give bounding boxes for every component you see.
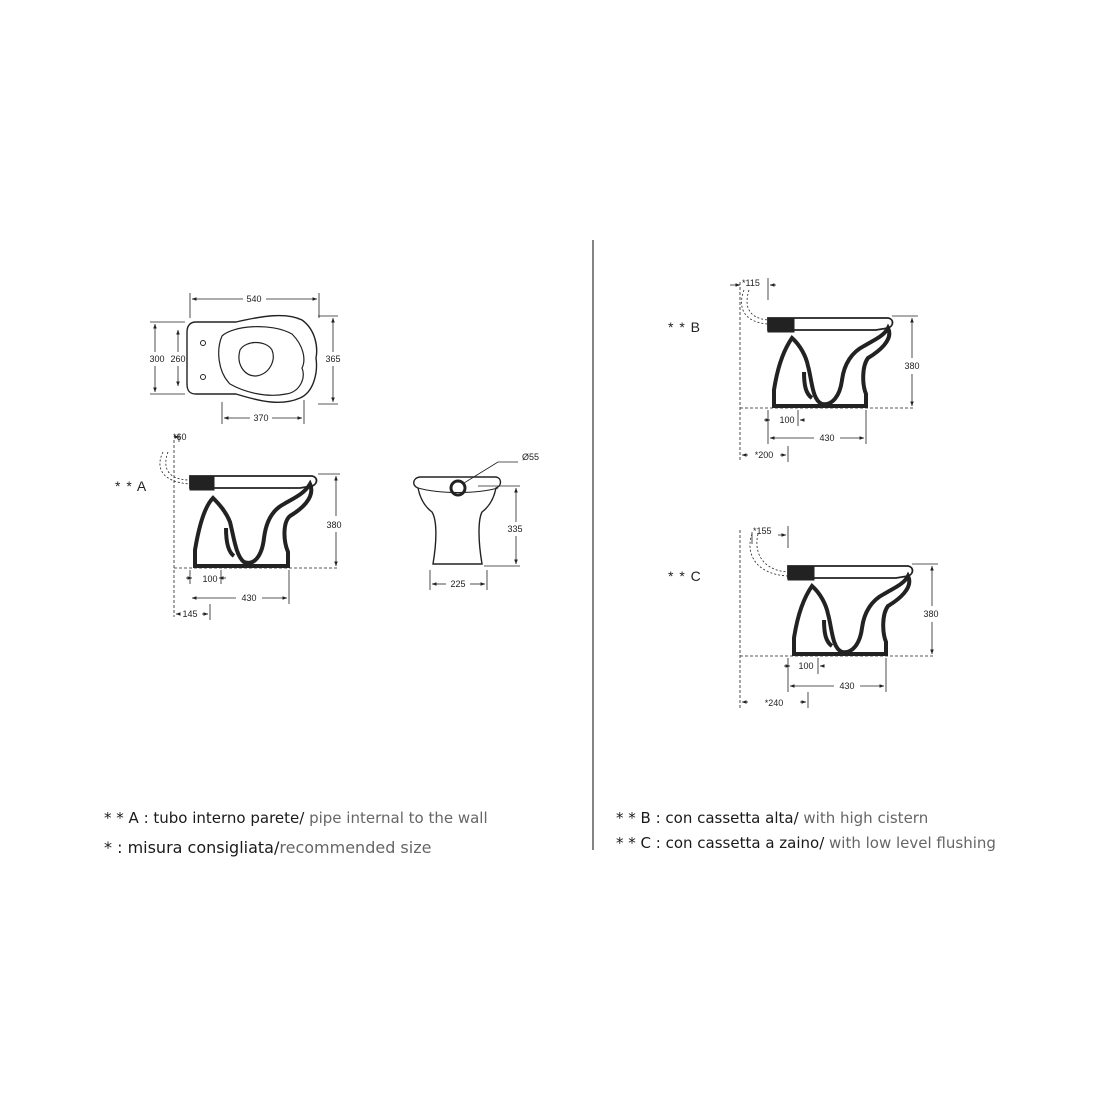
dim-c-length: 430 — [839, 681, 855, 691]
dim-b-top-offset: *115 — [742, 278, 760, 288]
legend-c-it: * * C : con cassetta a zaino/ — [616, 834, 825, 852]
legend-b-en: with high cistern — [798, 809, 929, 827]
legend-b-it: * * B : con cassetta alta/ — [616, 809, 799, 827]
dim-top-depth-outer: 300 — [149, 354, 165, 364]
fixing-hole-lower — [201, 375, 206, 380]
dim-top-depth-right: 365 — [325, 354, 341, 364]
dim-a-height: 380 — [326, 520, 342, 530]
dim-c-top-offset: *155 — [753, 526, 772, 536]
legend-c-en: with low level flushing — [824, 834, 996, 852]
dim-top-depth-inner: 260 — [170, 354, 186, 364]
dim-a-wall: 145 — [182, 609, 198, 619]
dim-b-length: 430 — [819, 433, 835, 443]
legend-recommended — [104, 838, 431, 857]
dim-front-base: 225 — [450, 579, 466, 589]
dim-b-height: 380 — [904, 361, 920, 371]
dim-c-wall: *240 — [764, 698, 784, 708]
view-b-tag: * * B — [668, 319, 702, 335]
dim-a-top-offset: *60 — [173, 432, 187, 442]
legend-recommended-it: * : misura consigliata/ — [104, 838, 280, 857]
legend-a — [104, 809, 488, 827]
dim-a-length: 430 — [241, 593, 257, 603]
pipe-a — [160, 452, 190, 484]
front-view — [414, 462, 523, 590]
dim-a-inlet: 100 — [202, 574, 218, 584]
view-c-tag: * * C — [668, 568, 702, 584]
dim-front-height: 335 — [507, 524, 523, 534]
bowl-rim — [219, 327, 304, 396]
body-a — [195, 484, 311, 566]
dim-c-height: 380 — [923, 609, 939, 619]
dim-b-inlet: 100 — [779, 415, 795, 425]
legend-b — [616, 809, 928, 827]
bowl-inner — [239, 343, 273, 377]
legend-a-it: * * A : tubo interno parete/ — [104, 809, 305, 827]
dim-top-bowl: 370 — [253, 413, 269, 423]
view-a-tag: * * A — [115, 478, 148, 494]
dim-front-diameter: Ø55 — [522, 452, 540, 462]
legend-a-en: pipe internal to the wall — [304, 809, 488, 827]
dim-top-width: 540 — [246, 294, 262, 304]
legend-c — [616, 834, 996, 852]
dim-b-wall: *200 — [754, 450, 774, 460]
dim-c-inlet: 100 — [798, 661, 814, 671]
fixing-hole-upper — [201, 341, 206, 346]
legend-recommended-en: recommended size — [279, 838, 432, 857]
